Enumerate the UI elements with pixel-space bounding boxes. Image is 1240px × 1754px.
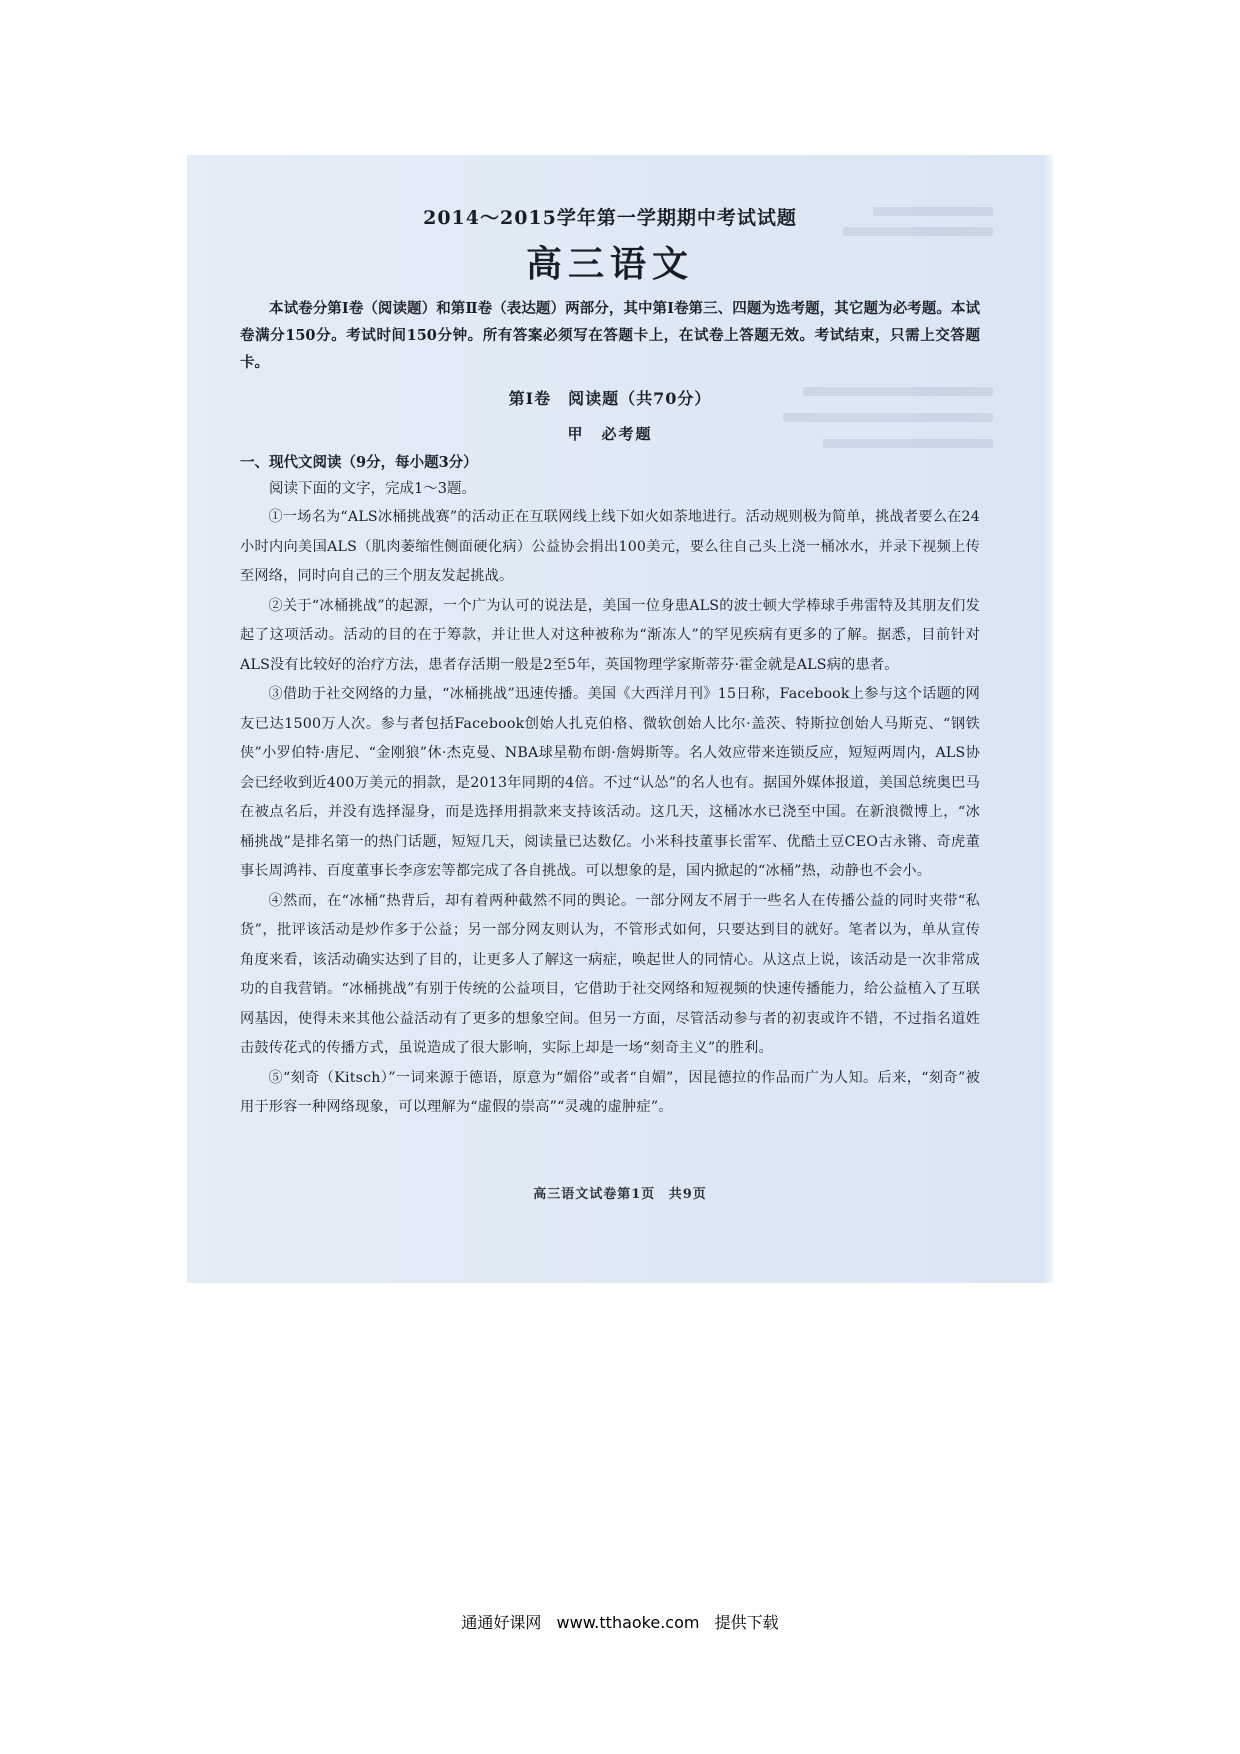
page-total-label: 共9页 [668,1187,707,1202]
page-number-footer [187,1183,1053,1202]
exam-content [240,203,980,1123]
question-direction: 阅读下面的文字，完成1～3题。 [269,481,476,497]
question-heading: 一、现代文阅读（9分，每小题3分） [240,454,478,471]
passage-paragraph: ③借助于社交网络的力量，“冰桶挑战”迅速传播。美国《大西洋月刊》15日称，Facebook上参与这个话题的网友已达1500万人次。参与者包括Facebook创始人扎克伯格、微软创始人比尔·盖茨、特斯拉创始人马斯克、“钢铁侠”小罗伯特·唐尼、“金刚狼”休·杰克曼、NBA球星勒布朗·詹姆斯等。名人效应带来连锁反应，短短两周内，ALS协会已经收到近400万美元的捐款，是2013年同期的4倍。不过“认怂”的名人也有。据国外媒体报道，美国总统奥巴马在被点名后，并没有选择湿身，而是选择用捐款来支持该活动。这几天，这桶冰水已浇至中国。在新浪微博上，“冰桶挑战”是排名第一的热门话题，短短几天，阅读量已达数亿。小米科技董事长雷军、优酷土豆CEO古永锵、奇虎董事长周鸿祎、百度董事长李彦宏等都完成了各自挑战。可以想象的是，国内掀起的“冰桶”热，动静也不会小。 [240,686,980,879]
part-title: 第Ⅰ卷 阅读题（共70分） [508,389,712,408]
passage-paragraph: ④然而，在“冰桶”热背后，却有着两种截然不同的舆论。一部分网友不屑于一些名人在传播公益的同时夹带“私货”，批评该活动是炒作多于公益；另一部分网友则认为，不管形式如何，只要达到目的就好。笔者以为，单从宣传角度来看，该活动确实达到了目的，让更多人了解这一病症，唤起世人的同情心。从这点上说，该活动是一次非常成功的自我营销。“冰桶挑战”有别于传统的公益项目，它借助于社交网络和短视频的快速传播能力，给公益植入了互联网基因，使得未来其他公益活动有了更多的想象空间。但另一方面，尽管活动参与者的初衷或许不错，不过指名道姓击鼓传花式的传播方式，虽说造成了很大影响，实际上却是一场“刻奇主义”的胜利。 [240,892,980,1056]
exam-instructions: 本试卷分第Ⅰ卷（阅读题）和第Ⅱ卷（表达题）两部分，其中第Ⅰ卷第三、四题为选考题，其它题为必考题。本试卷满分150分。考试时间150分钟。所有答案必须写在答题卡上，在试卷上答题无效。考试结束，只需上交答题卡。 [240,300,980,371]
download-site-footer [0,1610,1240,1633]
passage-paragraph: ①一场名为“ALS冰桶挑战赛”的活动正在互联网线上线下如火如荼地进行。活动规则极为简单，挑战者要么在24小时内向美国ALS（肌肉萎缩性侧面硬化病）公益协会捐出100美元，要么往自己头上浇一桶冰水，并录下视频上传至网络，同时向自己的三个朋友发起挑战。 [240,509,980,584]
site-suffix: 提供下载 [714,1613,779,1632]
site-url[interactable]: www.tthaoke.com [556,1613,700,1632]
scanned-exam-page [187,155,1053,1283]
section-title: 甲 必考题 [567,425,653,443]
page-edge [1043,155,1053,1283]
page-number-label: 高三语文试卷第1页 [533,1187,656,1202]
passage-paragraph: ⑤“刻奇（Kitsch）”一词来源于德语，原意为“媚俗”或者“自媚”，因昆德拉的作品而广为人知。后来，“刻奇”被用于形容一种网络现象，可以理解为“虚假的崇高”“灵魂的虚肿症”。 [240,1069,980,1115]
passage-paragraph: ②关于“冰桶挑战”的起源，一个广为认可的说法是，美国一位身患ALS的波士顿大学棒球手弗雷特及其朋友们发起了这项活动。活动的目的在于筹款，并让世人对这种被称为“渐冻人”的罕见疾病有更多的了解。据悉，目前针对ALS没有比较好的治疗方法，患者存活期一般是2至5年，英国物理学家斯蒂芬·霍金就是ALS病的患者。 [240,597,980,673]
exam-year-title: 2014～2015学年第一学期期中考试试题 [423,207,797,229]
site-name: 通通好课网 [461,1613,542,1632]
exam-subject-title: 高三语文 [525,243,694,285]
